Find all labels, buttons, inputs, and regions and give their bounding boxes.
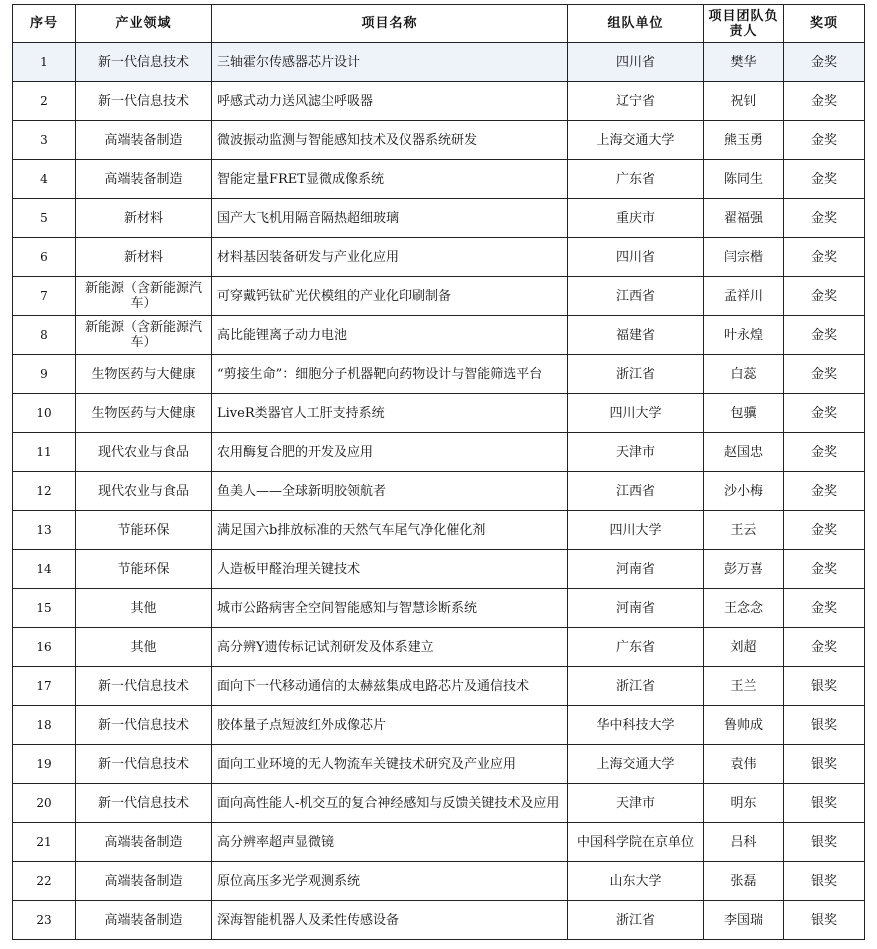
cell-leader: 鲁帅成 (704, 706, 784, 745)
cell-leader: 闫宗楷 (704, 238, 784, 277)
cell-unit: 福建省 (568, 316, 704, 355)
cell-index: 22 (13, 862, 76, 901)
table-row (13, 472, 865, 511)
table-row (13, 628, 865, 667)
cell-leader: 王念念 (704, 589, 784, 628)
cell-project: 面向下一代移动通信的太赫兹集成电路芯片及通信技术 (212, 667, 568, 706)
cell-field: 高端装备制造 (76, 160, 212, 199)
cell-project: 呼感式动力送风滤尘呼吸器 (212, 82, 568, 121)
table-row (13, 238, 865, 277)
table-row (13, 706, 865, 745)
cell-leader: 熊玉勇 (704, 121, 784, 160)
cell-field: 现代农业与食品 (76, 433, 212, 472)
cell-project: 材料基因装备研发与产业化应用 (212, 238, 568, 277)
cell-project: 微波振动监测与智能感知技术及仪器系统研发 (212, 121, 568, 160)
cell-index: 13 (13, 511, 76, 550)
cell-leader: 沙小梅 (704, 472, 784, 511)
cell-leader: 王兰 (704, 667, 784, 706)
cell-index: 14 (13, 550, 76, 589)
cell-field: 新能源（含新能源汽车） (76, 277, 212, 316)
table-row (13, 355, 865, 394)
table-row (13, 589, 865, 628)
table-row (13, 511, 865, 550)
cell-field: 节能环保 (76, 550, 212, 589)
cell-unit: 中国科学院在京单位 (568, 823, 704, 862)
cell-field: 新能源（含新能源汽车） (76, 316, 212, 355)
cell-unit: 江西省 (568, 472, 704, 511)
cell-award: 金奖 (784, 199, 865, 238)
cell-award: 金奖 (784, 472, 865, 511)
cell-field: 现代农业与食品 (76, 472, 212, 511)
cell-unit: 天津市 (568, 784, 704, 823)
cell-leader: 翟福强 (704, 199, 784, 238)
header-row (13, 5, 865, 43)
cell-award: 银奖 (784, 784, 865, 823)
table-row (13, 433, 865, 472)
cell-leader: 包骥 (704, 394, 784, 433)
cell-unit: 上海交通大学 (568, 745, 704, 784)
cell-field: 生物医药与大健康 (76, 355, 212, 394)
cell-unit: 广东省 (568, 160, 704, 199)
cell-award: 金奖 (784, 43, 865, 82)
table-row (13, 160, 865, 199)
cell-award: 银奖 (784, 823, 865, 862)
cell-leader: 孟祥川 (704, 277, 784, 316)
cell-field: 新材料 (76, 238, 212, 277)
table-row (13, 316, 865, 355)
table-row (13, 862, 865, 901)
cell-leader: 明东 (704, 784, 784, 823)
table-row (13, 82, 865, 121)
cell-index: 19 (13, 745, 76, 784)
cell-leader: 彭万喜 (704, 550, 784, 589)
cell-unit: 辽宁省 (568, 82, 704, 121)
cell-field: 其他 (76, 628, 212, 667)
cell-award: 银奖 (784, 667, 865, 706)
header-leader: 项目团队负责人 (704, 5, 784, 43)
cell-project: 可穿戴钙钛矿光伏模组的产业化印刷制备 (212, 277, 568, 316)
table-row (13, 394, 865, 433)
cell-leader: 白蕊 (704, 355, 784, 394)
cell-unit: 华中科技大学 (568, 706, 704, 745)
cell-project: 国产大飞机用隔音隔热超细玻璃 (212, 199, 568, 238)
table-row (13, 199, 865, 238)
cell-index: 2 (13, 82, 76, 121)
cell-field: 新一代信息技术 (76, 82, 212, 121)
cell-project: “剪接生命”：细胞分子机器靶向药物设计与智能筛选平台 (212, 355, 568, 394)
cell-unit: 上海交通大学 (568, 121, 704, 160)
header-project: 项目名称 (212, 5, 568, 43)
cell-field: 高端装备制造 (76, 823, 212, 862)
cell-unit: 浙江省 (568, 355, 704, 394)
cell-award: 金奖 (784, 160, 865, 199)
cell-project: 高分辨Y遗传标记试剂研发及体系建立 (212, 628, 568, 667)
header-unit: 组队单位 (568, 5, 704, 43)
cell-index: 4 (13, 160, 76, 199)
cell-project: 农用酶复合肥的开发及应用 (212, 433, 568, 472)
cell-field: 新一代信息技术 (76, 745, 212, 784)
cell-project: LiveR类器官人工肝支持系统 (212, 394, 568, 433)
cell-unit: 四川省 (568, 238, 704, 277)
cell-index: 18 (13, 706, 76, 745)
table-row (13, 745, 865, 784)
cell-index: 8 (13, 316, 76, 355)
cell-index: 23 (13, 901, 76, 940)
table-row (13, 121, 865, 160)
cell-award: 银奖 (784, 706, 865, 745)
cell-leader: 张磊 (704, 862, 784, 901)
cell-index: 21 (13, 823, 76, 862)
header-award: 奖项 (784, 5, 865, 43)
cell-unit: 山东大学 (568, 862, 704, 901)
table-row (13, 784, 865, 823)
cell-field: 高端装备制造 (76, 862, 212, 901)
cell-field: 新一代信息技术 (76, 784, 212, 823)
cell-field: 高端装备制造 (76, 121, 212, 160)
cell-leader: 袁伟 (704, 745, 784, 784)
cell-award: 金奖 (784, 355, 865, 394)
cell-project: 面向高性能人-机交互的复合神经感知与反馈关键技术及应用 (212, 784, 568, 823)
cell-award: 金奖 (784, 550, 865, 589)
cell-unit: 重庆市 (568, 199, 704, 238)
cell-leader: 李国瑞 (704, 901, 784, 940)
table-row (13, 277, 865, 316)
cell-field: 节能环保 (76, 511, 212, 550)
cell-award: 金奖 (784, 589, 865, 628)
cell-unit: 四川大学 (568, 511, 704, 550)
cell-unit: 四川省 (568, 43, 704, 82)
cell-unit: 浙江省 (568, 667, 704, 706)
cell-project: 城市公路病害全空间智能感知与智慧诊断系统 (212, 589, 568, 628)
cell-leader: 赵国忠 (704, 433, 784, 472)
cell-index: 17 (13, 667, 76, 706)
cell-project: 满足国六b排放标准的天然气车尾气净化催化剂 (212, 511, 568, 550)
table-body (13, 43, 865, 940)
award-table (12, 4, 865, 940)
cell-project: 原位高压多光学观测系统 (212, 862, 568, 901)
cell-unit: 河南省 (568, 550, 704, 589)
cell-index: 10 (13, 394, 76, 433)
cell-award: 金奖 (784, 511, 865, 550)
cell-field: 新一代信息技术 (76, 706, 212, 745)
cell-project: 胶体量子点短波红外成像芯片 (212, 706, 568, 745)
cell-index: 20 (13, 784, 76, 823)
cell-index: 5 (13, 199, 76, 238)
cell-award: 金奖 (784, 394, 865, 433)
cell-index: 9 (13, 355, 76, 394)
cell-index: 6 (13, 238, 76, 277)
cell-award: 银奖 (784, 862, 865, 901)
cell-leader: 叶永煌 (704, 316, 784, 355)
cell-award: 金奖 (784, 82, 865, 121)
cell-unit: 天津市 (568, 433, 704, 472)
cell-field: 新材料 (76, 199, 212, 238)
cell-award: 金奖 (784, 277, 865, 316)
cell-unit: 江西省 (568, 277, 704, 316)
table-row (13, 550, 865, 589)
cell-leader: 吕科 (704, 823, 784, 862)
cell-project: 人造板甲醛治理关键技术 (212, 550, 568, 589)
cell-field: 新一代信息技术 (76, 43, 212, 82)
cell-field: 生物医药与大健康 (76, 394, 212, 433)
cell-field: 新一代信息技术 (76, 667, 212, 706)
header-index: 序号 (13, 5, 76, 43)
cell-project: 三轴霍尔传感器芯片设计 (212, 43, 568, 82)
cell-index: 7 (13, 277, 76, 316)
cell-project: 深海智能机器人及柔性传感设备 (212, 901, 568, 940)
cell-project: 高比能锂离子动力电池 (212, 316, 568, 355)
cell-leader: 王云 (704, 511, 784, 550)
cell-field: 其他 (76, 589, 212, 628)
cell-index: 15 (13, 589, 76, 628)
cell-leader: 樊华 (704, 43, 784, 82)
cell-project: 智能定量FRET显微成像系统 (212, 160, 568, 199)
cell-project: 高分辨率超声显微镜 (212, 823, 568, 862)
table-row (13, 43, 865, 82)
cell-project: 面向工业环境的无人物流车关键技术研究及产业应用 (212, 745, 568, 784)
cell-index: 11 (13, 433, 76, 472)
cell-award: 金奖 (784, 121, 865, 160)
cell-award: 金奖 (784, 433, 865, 472)
table-header (13, 5, 865, 43)
cell-index: 12 (13, 472, 76, 511)
cell-award: 金奖 (784, 628, 865, 667)
cell-index: 16 (13, 628, 76, 667)
cell-award: 银奖 (784, 745, 865, 784)
table-row (13, 667, 865, 706)
cell-leader: 陈同生 (704, 160, 784, 199)
header-field: 产业领域 (76, 5, 212, 43)
cell-award: 金奖 (784, 238, 865, 277)
table-row (13, 823, 865, 862)
cell-unit: 广东省 (568, 628, 704, 667)
cell-field: 高端装备制造 (76, 901, 212, 940)
cell-leader: 刘超 (704, 628, 784, 667)
cell-index: 1 (13, 43, 76, 82)
cell-unit: 河南省 (568, 589, 704, 628)
cell-award: 金奖 (784, 316, 865, 355)
cell-award: 银奖 (784, 901, 865, 940)
cell-leader: 祝钊 (704, 82, 784, 121)
cell-index: 3 (13, 121, 76, 160)
table-row (13, 901, 865, 940)
cell-unit: 浙江省 (568, 901, 704, 940)
cell-unit: 四川大学 (568, 394, 704, 433)
cell-project: 鱼美人——全球新明胶领航者 (212, 472, 568, 511)
